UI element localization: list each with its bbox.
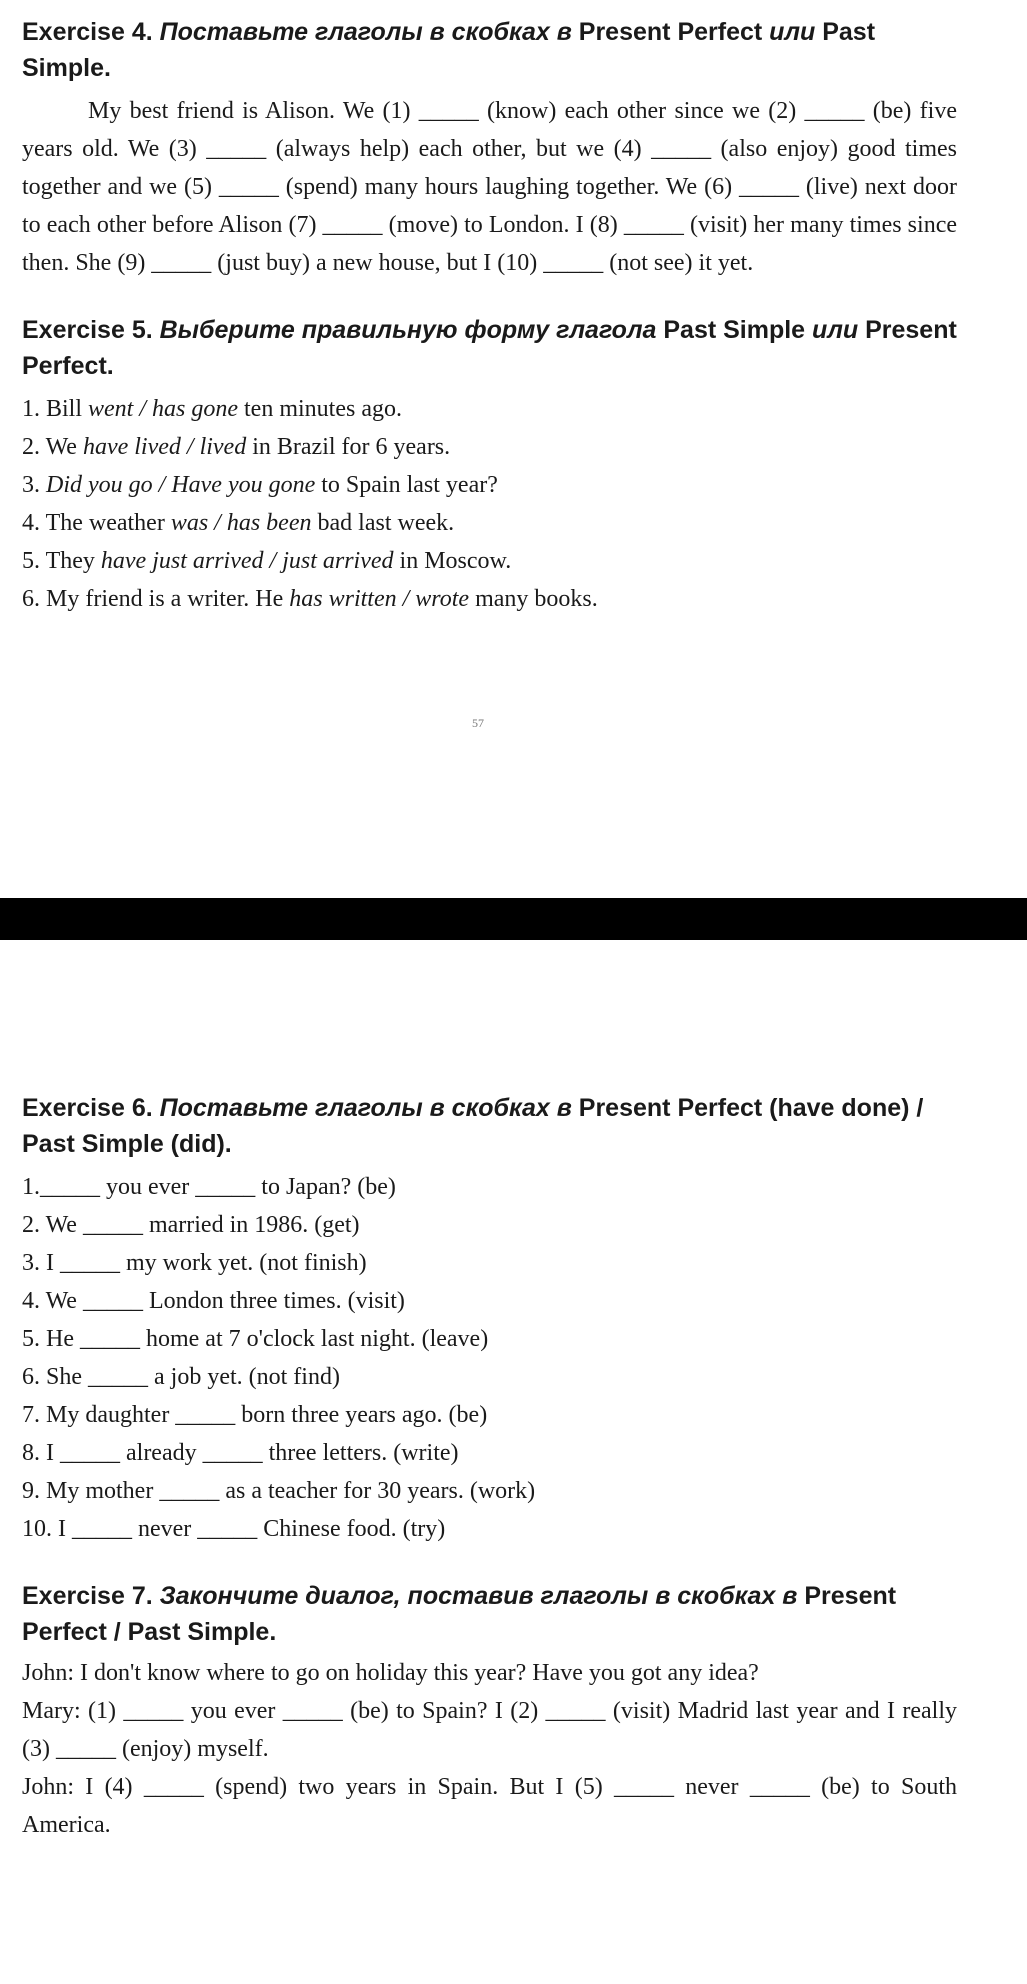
list-item: 8. I _____ already _____ three letters. (write) <box>22 1440 459 1466</box>
exercise-4-tense-b: Past Simple. <box>22 18 876 82</box>
list-item: 10. I _____ never _____ Chinese food. (try) <box>22 1516 446 1542</box>
list-item: 6. My friend is a writer. He has written / wrote many books. <box>22 586 598 612</box>
exercise-4-title <box>22 14 957 86</box>
exercise-7-title <box>22 1578 957 1650</box>
exercise-4-or: или <box>769 18 816 46</box>
exercise-4-tense-a: Present Perfect <box>578 18 763 46</box>
list-item: 1. Bill went / has gone ten minutes ago. <box>22 396 402 422</box>
exercise-5-instruction: Выберите правильную форму глагола <box>159 316 657 344</box>
dialog-line: Mary: (1) _____ you ever _____ (be) to Spain? I (2) _____ (visit) Madrid last year and I really (3) _____ (enjoy) myself. <box>22 1698 957 1762</box>
exercise-5-list <box>22 390 957 618</box>
dialog-line: John: I don't know where to go on holiday this year? Have you got any idea? <box>22 1660 759 1686</box>
page-divider-band <box>0 898 1027 940</box>
exercise-5-title <box>22 312 957 384</box>
exercise-5-tense-b: Present Perfect. <box>22 316 957 380</box>
list-item: 1._____ you ever _____ to Japan? (be) <box>22 1174 396 1200</box>
list-item: 4. The weather was / has been bad last week. <box>22 510 455 536</box>
dialog-line: John: I (4) _____ (spend) two years in Spain. But I (5) _____ never _____ (be) to South America. <box>22 1774 957 1838</box>
list-item: 7. My daughter _____ born three years ago. (be) <box>22 1402 488 1428</box>
list-item: 5. They have just arrived / just arrived in Moscow. <box>22 548 512 574</box>
list-item: 6. She _____ a job yet. (not find) <box>22 1364 340 1390</box>
exercise-4-number: Exercise 4. <box>22 18 153 46</box>
exercise-7-number: Exercise 7. <box>22 1582 153 1610</box>
list-item: 5. He _____ home at 7 o'clock last night. (leave) <box>22 1326 489 1352</box>
exercise-7-tenses: Present Perfect / Past Simple. <box>22 1582 897 1646</box>
exercise-6-tenses: Present Perfect (have done) / Past Simple (did). <box>22 1094 924 1158</box>
exercise-7-dialog <box>22 1654 957 1844</box>
exercise-6-number: Exercise 6. <box>22 1094 153 1122</box>
exercise-5-number: Exercise 5. <box>22 316 153 344</box>
list-item: 4. We _____ London three times. (visit) <box>22 1288 405 1314</box>
exercise-6-list <box>22 1168 957 1548</box>
exercise-5-tense-a: Past Simple <box>663 316 806 344</box>
list-item: 2. We _____ married in 1986. (get) <box>22 1212 360 1238</box>
list-item: 3. Did you go / Have you gone to Spain last year? <box>22 472 498 498</box>
page-upper <box>22 14 957 618</box>
exercise-5-or: или <box>812 316 859 344</box>
list-item: 2. We have lived / lived in Brazil for 6 years. <box>22 434 451 460</box>
page-lower <box>22 1090 957 1844</box>
list-item: 9. My mother _____ as a teacher for 30 years. (work) <box>22 1478 536 1504</box>
list-item: 3. I _____ my work yet. (not finish) <box>22 1250 367 1276</box>
exercise-4-instruction: Поставьте глаголы в скобках в <box>159 18 572 46</box>
exercise-7-instruction: Закончите диалог, поставив глаголы в скобках в <box>159 1582 798 1610</box>
exercise-4-text <box>22 92 957 282</box>
exercise-6-instruction: Поставьте глаголы в скобках в <box>159 1094 572 1122</box>
page-number: 57 <box>472 716 484 730</box>
exercise-4-paragraph: My best friend is Alison. We (1) _____ (know) each other since we (2) _____ (be) five years old. We (3) _____ (always help) each other, but we (4) _____ (also enjoy) good times together and we (5) _____ (spend) many hours laughing together. We (6) _____ (live) next door to each other before Alison (7) _____ (move) to London. I (8) _____ (visit) her many times since then. She (9) _____ (just buy) a new house, but I (10) _____ (not see) it yet. <box>22 98 957 276</box>
exercise-6-title <box>22 1090 957 1162</box>
